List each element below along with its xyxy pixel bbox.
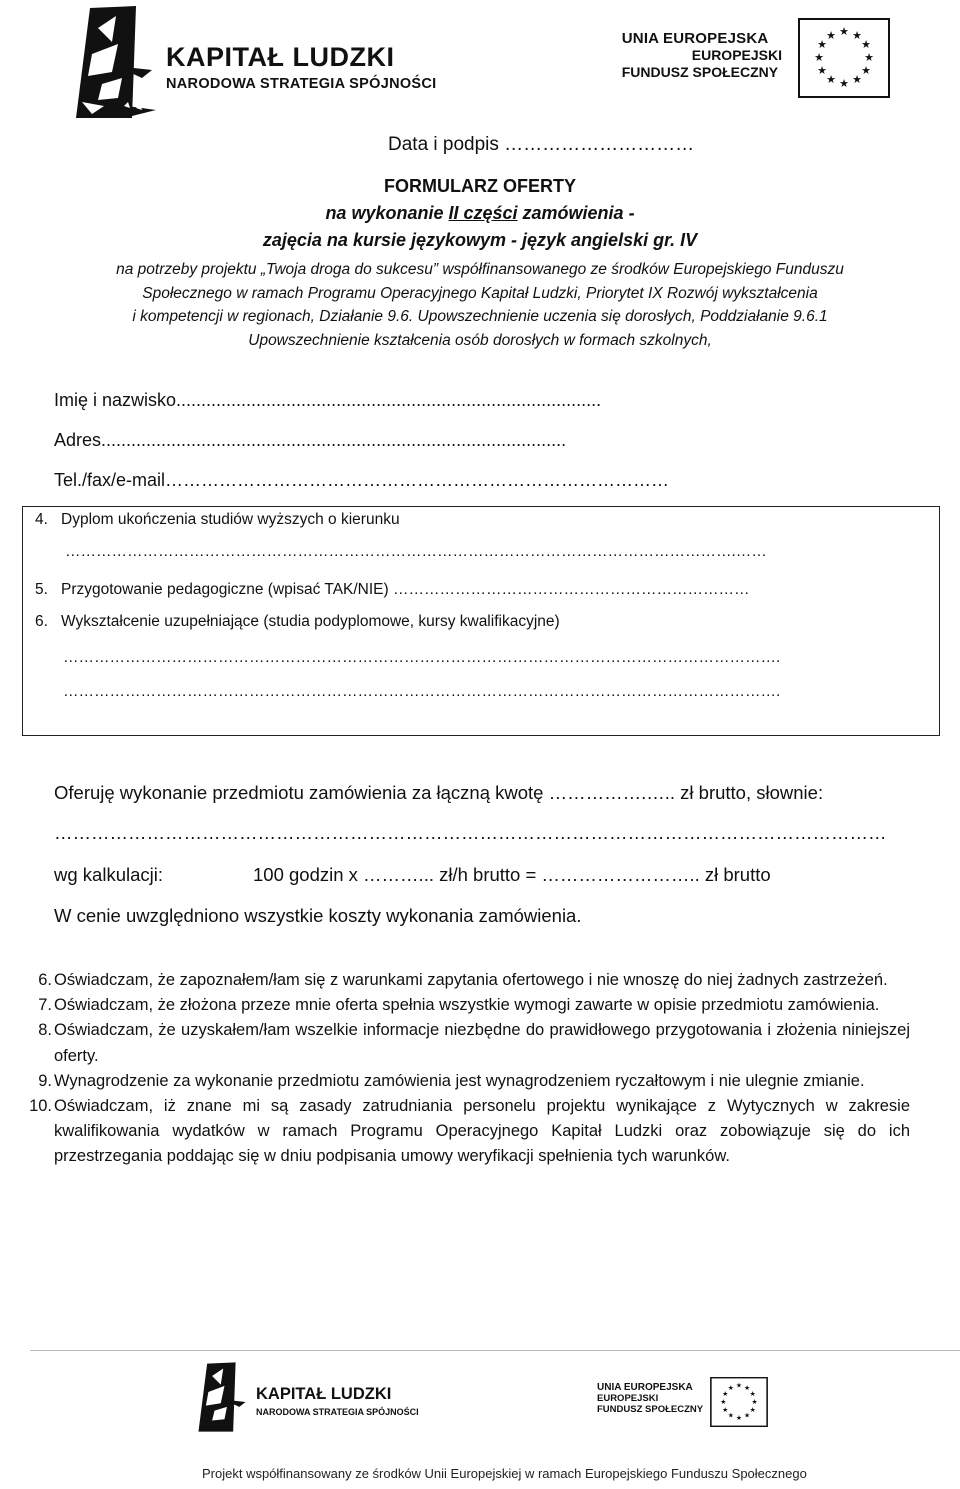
name-field[interactable]: Imię i nazwisko..................................................................................... [54,390,602,410]
eu-label-line2: EUROPEJSKI [691,47,782,63]
svg-text:★: ★ [817,38,827,51]
eu-flag-icon [798,18,890,98]
declaration-number: 10. [29,1097,52,1116]
declaration-number: 6. [38,971,52,989]
price-note: W cenie uwzględniono wszystkie koszty wykonania zamówienia. [54,905,582,926]
declaration-item [20,993,910,1018]
eu-label-line3: FUNDUSZ SPOŁECZNY [621,64,779,80]
svg-text:★: ★ [722,1406,729,1414]
svg-text:★: ★ [817,64,827,77]
footer-eu-label-line3: FUNDUSZ SPOŁECZNY [597,1404,704,1415]
item-6-text: Wykształcenie uzupełniające (studia podyplomowe, kursy kwalifikacyjne) [61,613,560,630]
declaration-text: Oświadczam, iż znane mi są zasady zatrudniania personelu projektu wynikające z Wytycznych w zakresie kwalifikowania wydatków w ramach Programu Operacyjnego Kapitał Ludzki oraz zobowiązuje się do ich przestrzegania poddając się w dniu podpisania umowy weryfikacji spełnienia tych warunków. [54,1097,910,1166]
declaration-item [20,968,910,993]
declaration-number: 7. [38,996,52,1015]
svg-text:★: ★ [749,1389,756,1398]
footer-eu-flag-icon [708,1377,770,1427]
calculation-value[interactable]: 100 godzin x ………... zł/h brutto = …………………….. zł brutto [253,864,771,885]
project-line: Społecznego w ramach Programu Operacyjnego Kapitał Ludzki, Priorytet IX Rozwój wykształcenia [142,284,818,302]
svg-text:★: ★ [744,1384,751,1393]
footer-eu-label-line2: EUROPEJSKI [597,1393,659,1404]
svg-text:★: ★ [735,1381,743,1390]
item-4-answer-line[interactable]: ………………………………………………………………………………………………………………….…… [65,543,767,560]
item-4-text: Dyplom ukończenia studiów wyższych o kierunku [61,511,400,528]
calculation-label: wg kalkulacji: [54,864,163,885]
item-6 [35,613,560,631]
svg-text:★: ★ [735,1414,743,1423]
address-field[interactable]: Adres............................................................................................. [54,430,567,450]
svg-text:★: ★ [852,29,862,42]
footer-kapital-ludzki-title: KAPITAŁ LUDZKI [256,1385,392,1403]
declaration-item [20,1069,910,1094]
declaration-text: Wynagrodzenie za wykonanie przedmiotu zamówienia jest wynagrodzeniem ryczałtowym i nie ulegnie zmianie. [54,1071,865,1090]
qualifications-box [22,506,940,736]
item-6-answer-line-1[interactable]: …………………………………………………………………………………………………………………………. [63,649,781,666]
kapital-ludzki-title: KAPITAŁ LUDZKI [166,42,395,72]
project-line: Upowszechnienie kształcenia osób dorosłych w formach szkolnych, [248,331,712,349]
svg-text:★: ★ [720,1397,727,1406]
declaration-number: 8. [38,1021,52,1040]
date-signature-line: Data i podpis ………………………… [388,134,695,155]
declarations-list [20,968,910,1170]
declaration-item [20,1018,910,1068]
svg-text:★: ★ [826,73,836,86]
item-4-number: 4. [35,511,48,528]
offer-words-line[interactable]: ……………………………………………………………………………………………………………………… [54,822,887,843]
svg-text:★: ★ [852,73,862,86]
eu-label [622,30,782,81]
footer-divider [30,1350,960,1351]
declaration-text: Oświadczam, że złożona przeze mnie oferta spełnia wszystkie wymogi zawarte w opisie przedmiotu zamówienia. [54,996,880,1015]
form-subtitle [0,203,960,224]
form-subtitle-2: zajęcia na kursie językowym - język angielski gr. IV [262,230,698,250]
item-6-number: 6. [35,613,48,630]
svg-text:★: ★ [744,1411,751,1420]
offer-amount-line[interactable]: Oferuję wykonanie przedmiotu zamówienia za łączną kwotę …………….….. zł brutto, słownie: [54,782,824,803]
footer-kapital-ludzki-logo-icon [196,1362,248,1432]
svg-text:★: ★ [861,64,871,77]
svg-text:★: ★ [814,51,824,64]
project-line: i kompetencji w regionach, Działanie 9.6. Upowszechnienie uczenia się dorosłych, Poddziałanie 9.6.1 [132,308,828,325]
form-subtitle-post: zamówienia - [517,203,635,223]
form-title: FORMULARZ OFERTY [384,176,576,196]
kapital-ludzki-subtitle: NARODOWA STRATEGIA SPÓJNOŚCI [166,76,437,92]
form-subtitle-part: II części [448,203,518,223]
svg-text:★: ★ [749,1406,756,1414]
footer-eu-label-line1: UNIA EUROPEJSKA [597,1382,693,1393]
project-line: na potrzeby projektu „Twoja droga do sukcesu” współfinansowanego ze środków Europejskiego Funduszu [116,261,844,278]
svg-text:★: ★ [839,77,849,90]
item-5-text[interactable]: Przygotowanie pedagogiczne (wpisać TAK/NIE) …………………………………………………………… [61,581,750,598]
form-subtitle-pre: na wykonanie [325,203,449,223]
contact-field[interactable]: Tel./fax/e-mail………………………………………………………………………… [54,470,670,490]
svg-text:★: ★ [727,1411,734,1420]
project-description [0,258,960,352]
eu-label-line1: UNIA EUROPEJSKA [621,30,769,47]
footer-eu-label [597,1382,703,1415]
declaration-text: Oświadczam, że uzyskałem/łam wszelkie informacje niezbędne do prawidłowego przygotowania i złożenia niniejszej oferty. [54,1021,910,1065]
declaration-item [20,1094,910,1170]
item-4 [35,511,400,529]
declaration-text: Oświadczam, że zapoznałem/łam się z warunkami zapytania ofertowego i nie wnoszę do niej żadnych zastrzeżeń. [54,971,888,989]
svg-text:★: ★ [861,38,871,51]
footer-kapital-ludzki-subtitle: NARODOWA STRATEGIA SPÓJNOŚCI [256,1407,419,1417]
svg-text:★: ★ [722,1389,729,1398]
svg-text:★: ★ [727,1384,734,1393]
svg-text:★: ★ [751,1397,758,1406]
item-5-number: 5. [35,581,48,598]
kapital-ludzki-logo-icon [72,6,156,118]
footer-cofinancing-note: Projekt współfinansowany ze środków Unii Europejskiej w ramach Europejskiego Funduszu Społecznego [202,1466,807,1481]
svg-text:★: ★ [839,25,849,38]
item-6-answer-line-2[interactable]: …………………………………………………………………………………………………………………………. [63,683,781,700]
svg-text:★: ★ [826,29,836,42]
declaration-number: 9. [38,1071,52,1090]
item-5 [35,581,749,599]
svg-text:★: ★ [864,51,874,64]
